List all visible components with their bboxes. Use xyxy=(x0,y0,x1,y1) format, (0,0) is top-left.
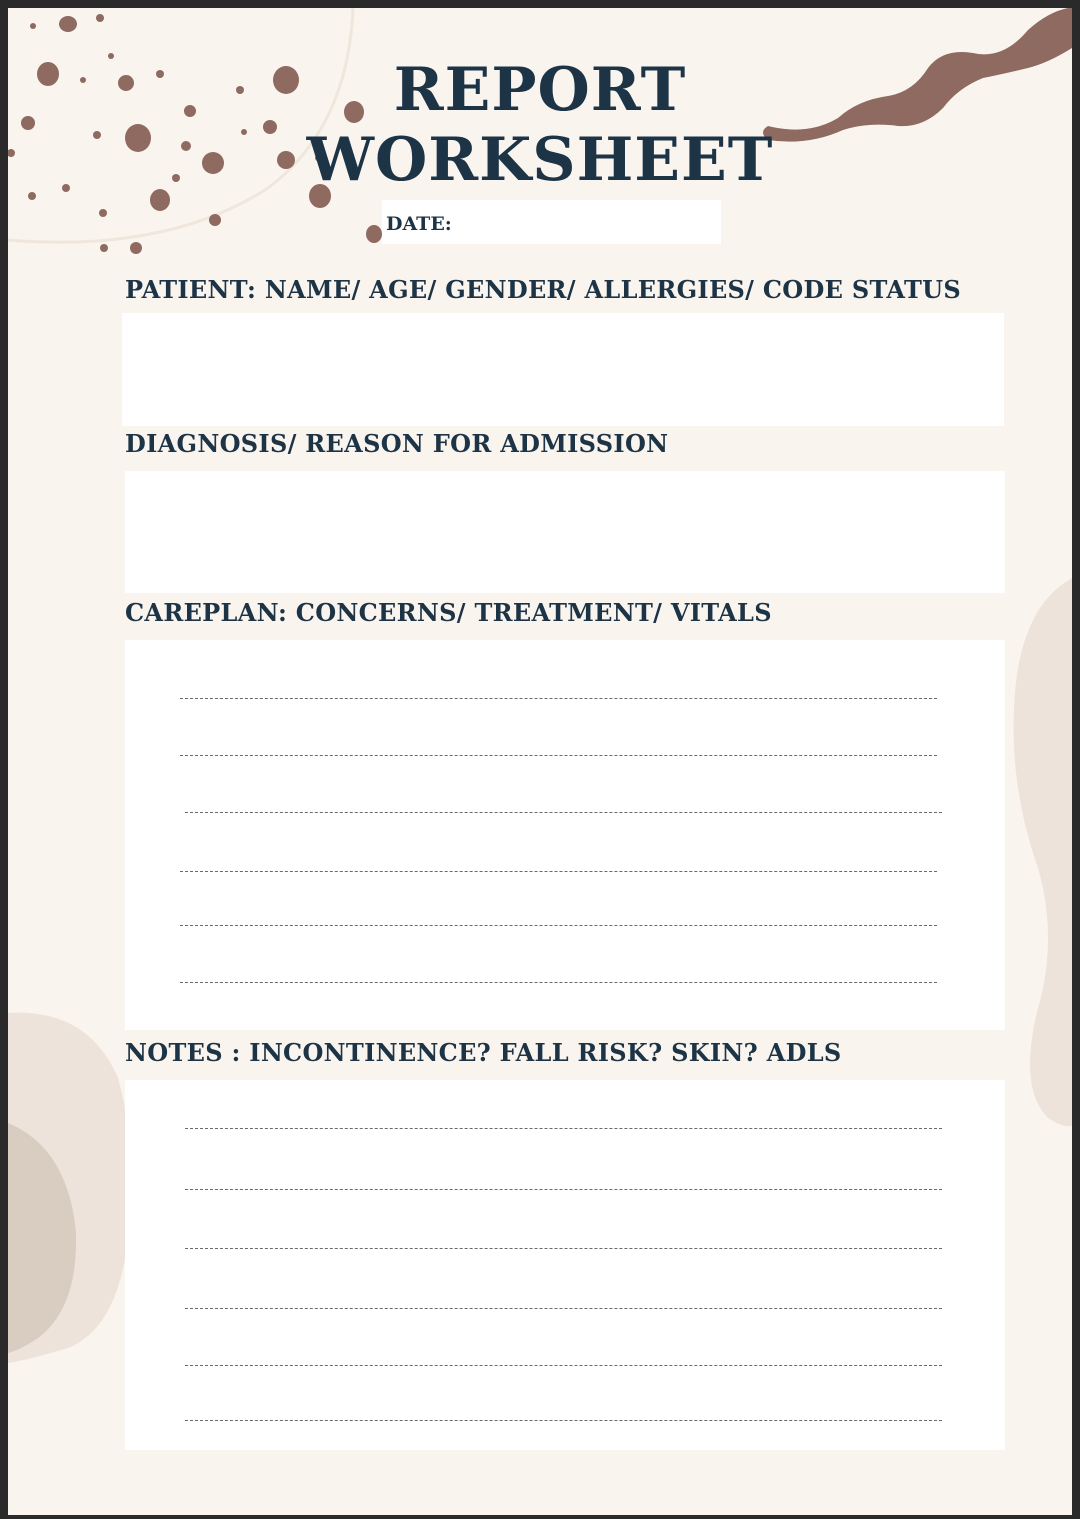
diagnosis-field[interactable] xyxy=(125,471,1005,593)
notes-line[interactable] xyxy=(185,1189,942,1190)
patient-heading: PATIENT: NAME/ AGE/ GENDER/ ALLERGIES/ CODE STATUS xyxy=(125,275,961,304)
careplan-line[interactable] xyxy=(180,698,937,699)
date-label: DATE: xyxy=(386,213,452,235)
careplan-line[interactable] xyxy=(180,925,937,926)
notes-line[interactable] xyxy=(185,1248,942,1249)
careplan-line[interactable] xyxy=(180,755,937,756)
decorative-arc xyxy=(8,8,353,242)
careplan-line[interactable] xyxy=(180,982,937,983)
careplan-heading: CAREPLAN: CONCERNS/ TREATMENT/ VITALS xyxy=(125,598,772,627)
worksheet-page xyxy=(8,8,1072,1515)
notes-field[interactable] xyxy=(125,1080,1005,1450)
title-line-1: REPORT xyxy=(393,55,687,125)
notes-line[interactable] xyxy=(185,1420,942,1421)
notes-line[interactable] xyxy=(185,1308,942,1309)
careplan-line[interactable] xyxy=(185,812,942,813)
right-blob xyxy=(1014,578,1073,1126)
notes-heading: NOTES : INCONTINENCE? FALL RISK? SKIN? ADLS xyxy=(125,1038,842,1067)
notes-line[interactable] xyxy=(185,1365,942,1366)
diagnosis-heading: DIAGNOSIS/ REASON FOR ADMISSION xyxy=(125,429,669,458)
careplan-line[interactable] xyxy=(180,871,937,872)
careplan-field[interactable] xyxy=(125,640,1005,1030)
patient-field[interactable] xyxy=(122,313,1004,426)
date-field[interactable] xyxy=(382,200,721,244)
notes-line[interactable] xyxy=(185,1128,942,1129)
title-line-2: WORKSHEET xyxy=(306,125,774,195)
